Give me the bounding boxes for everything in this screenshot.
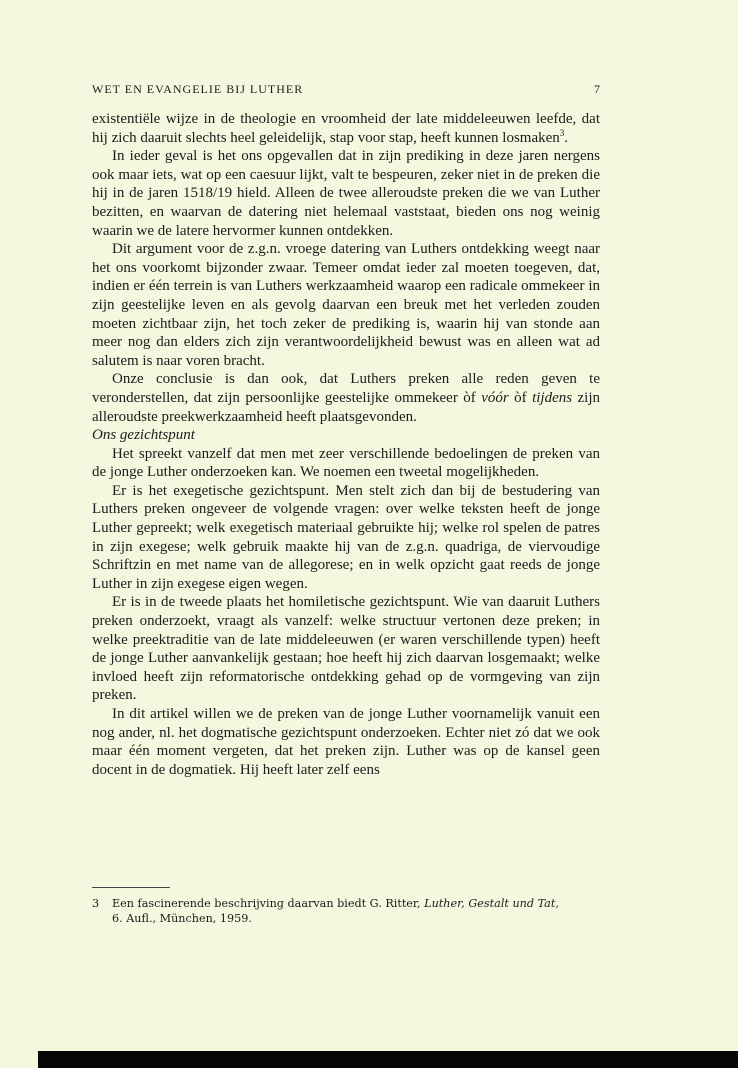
paragraph-5: Het spreekt vanzelf dat men met zeer verschillende bedoelingen de preken van de jonge Luther onderzoeken kan. We noemen een tweetal mogelijkheden. xyxy=(92,445,600,481)
paragraph-8: In dit artikel willen we de preken van de jonge Luther voornamelijk vanuit een nog ander, nl. het dogmatische gezichtspunt onderzoeken. Echter niet zó dat we ook maar één moment vergeten, dat het preken zijn. Luther was op de kansel geen docent in de dogmatiek. Hij heeft later zelf eens xyxy=(92,706,600,778)
scan-edge-bar xyxy=(38,1051,738,1068)
running-head xyxy=(92,82,600,97)
footnote xyxy=(92,896,600,926)
paragraph-4-text-b: òf xyxy=(508,389,533,406)
paragraph-6: Er is het exegetische gezichtspunt. Men stelt zich dan bij de bestudering van Luthers preken ongeveer de volgende vragen: over welke teksten heeft de jonge Luther gepreekt; welk exegetisch materiaal gebruikte hij; welke rol spelen de patres in zijn exegese; welk gebruik maakte hij van de z.g.n. quadriga, de viervoudige Schriftzin en met name van de allegorese; en in welk opzicht gaat reeds de jonge Luther in zijn exegese eigen wegen. xyxy=(92,482,600,592)
paragraph-3: Dit argument voor de z.g.n. vroege datering van Luthers ontdekking weegt naar het ons voorkomt bijzonder zwaar. Temeer omdat ieder zal moeten toegeven, dat, indien er één terrein is van Luthers werkzaamheid waarop een radicale ommekeer in zijn geestelijke leven en als gevolg daarvan een breuk met het verleden zouden moeten zichtbaar zijn, het toch zeker de prediking is, waarin hij van stonde aan meer nog dan elders zich zijn verantwoordelijkheid bewust was en alleen wat ad salutem is naar voren bracht. xyxy=(92,241,600,369)
footnote-number: 3 xyxy=(92,897,100,910)
footnote-divider xyxy=(92,887,170,888)
running-title: WET EN EVANGELIE BIJ LUTHER xyxy=(92,82,304,96)
paragraph-1-end: . xyxy=(564,129,569,146)
body-text xyxy=(92,110,600,779)
paragraph-4-text-a: Onze conclusie is dan ook, dat Luthers preken alle reden geven te veronderstellen, dat zijn persoonlijke geestelijke ommekeer òf xyxy=(92,371,600,406)
page-number: 7 xyxy=(594,82,600,96)
footnote-text-a: Een fascinerende beschrijving daarvan biedt G. Ritter, xyxy=(112,897,425,910)
footnote-text-b: 6. Aufl., München, 1959. xyxy=(112,912,252,925)
footnote-title: Luther, Gestalt und Tat, xyxy=(424,897,559,910)
emphasis-tijdens: tijdens xyxy=(532,389,573,406)
footnote-ref: 3 xyxy=(559,127,565,138)
paragraph-4-text-c: zijn alleroudste preekwerkzaamheid heeft plaatsgevonden. xyxy=(92,389,600,425)
paragraph-1-text: existentiële wijze in de theologie en vroomheid der late middeleeuwen leefde, dat hij zich daaruit slechts heel geleidelijk, stap voor stap, heeft kunnen losmaken xyxy=(92,111,600,146)
paragraph-1 xyxy=(92,110,600,147)
section-heading: Ons gezichtspunt xyxy=(92,427,195,444)
paragraph-4 xyxy=(92,370,600,426)
paragraph-2: In ieder geval is het ons opgevallen dat in zijn prediking in deze jaren nergens ook maar iets, wat op een caesuur lijkt, valt te bespeuren, zeker niet in de preken die hij in de jaren 1518/19 hield. Alleen de twee alleroudste preken die we van Luther bezitten, en waarvan de datering niet helemaal vaststaat, bieden ons nog weinig waarin we de latere hervormer kunnen ontdekken. xyxy=(92,148,600,239)
paragraph-7: Er is in de tweede plaats het homiletische gezichtspunt. Wie van daaruit Luthers preken onderzoekt, vraagt als vanzelf: welke structuur vertonen deze preken; in welke preektraditie van de late middeleeuwen (er waren verschillende typen) heeft de jonge Luther aanvankelijk gestaan; hoe heeft hij zich daarvan losgemaakt; welke invloed heeft zijn reformatorische ontdekking gehad op de vormgeving van zijn preken. xyxy=(92,594,600,704)
emphasis-voor: vóór xyxy=(481,389,509,406)
